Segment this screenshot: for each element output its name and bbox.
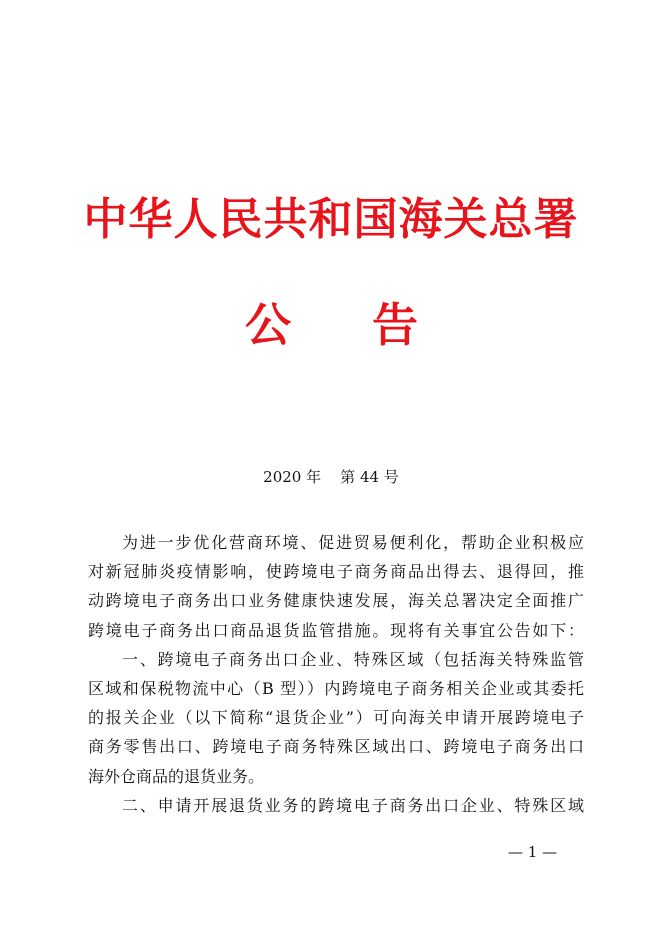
body-line-4: 跨境电子商务出口商品退货监管措施。现将有关事宜公告如下：	[88, 620, 584, 640]
body-line-8: 商务零售出口、跨境电子商务特殊区域出口、跨境电子商务出口	[88, 737, 584, 757]
body-line-6: 区域和保税物流中心（B 型））内跨境电子商务相关企业或其委托	[88, 678, 584, 698]
body-line-2: 对新冠肺炎疫情影响，使跨境电子商务商品出得去、退得回，推	[88, 562, 584, 582]
issuer-title: 中华人民共和国海关总署	[83, 194, 579, 245]
body-line-9: 海外仓商品的退货业务。	[88, 766, 265, 786]
body-line-7: 的报关企业（以下简称“退货企业”）可向海关申请开展跨境电子	[88, 708, 584, 728]
body-line-5: 一、跨境电子商务出口企业、特殊区域（包括海关特殊监管	[122, 649, 584, 669]
body-line-3: 动跨境电子商务出口业务健康快速发展，海关总署决定全面推广	[88, 591, 584, 611]
page-number: — 1 —	[508, 843, 558, 861]
body-line-1: 为进一步优化营商环境、促进贸易便利化，帮助企业积极应	[122, 533, 584, 552]
doc-type-char-2: 告	[372, 298, 418, 352]
document-number: 2020 年 第 44 号	[263, 468, 399, 486]
body-line-10: 二、申请开展退货业务的跨境电子商务出口企业、特殊区域	[122, 795, 584, 815]
body-text	[88, 528, 584, 820]
doc-type-char-1: 公	[245, 298, 291, 352]
